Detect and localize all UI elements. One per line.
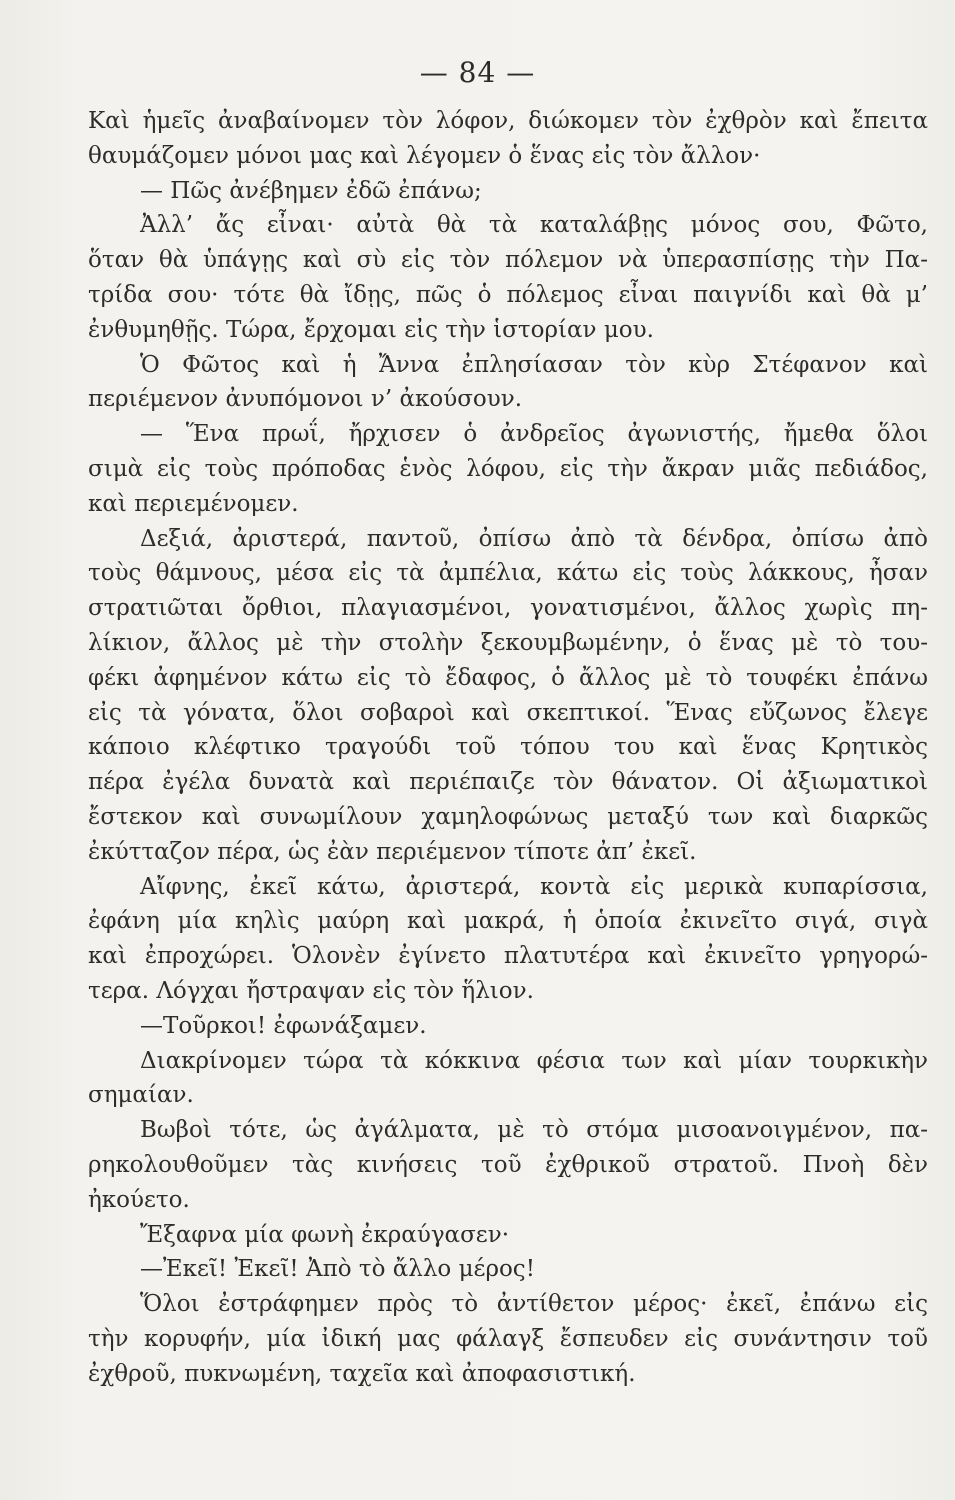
text-line: ἐνθυμηθῇς. Τώρα, ἔρχομαι εἰς τὴν ἱστορίαν μου.: [88, 316, 654, 343]
text-line: τοὺς θάμνους, μέσα εἰς τὰ ἀμπέλια, κάτω εἰς τοὺς λάκκους, ἦσαν: [88, 560, 928, 587]
text-line: ὅταν θὰ ὑπάγῃς καὶ σὺ εἰς τὸν πόλεμον νὰ ὑπερασπίσῃς τὴν Πα-: [88, 247, 928, 274]
text-line: ρηκολουθοῦμεν τὰς κινήσεις τοῦ ἐχθρικοῦ στρατοῦ. Πνοὴ δὲν: [88, 1151, 928, 1178]
text-line: Αἴφνης, ἐκεῖ κάτω, ἀριστερά, κοντὰ εἰς μερικὰ κυπαρίσσια,: [140, 873, 928, 900]
page-number: — 84 —: [419, 56, 536, 89]
text-line: περιέμενον ἀνυπόμονοι ν’ ἀκούσουν.: [88, 386, 523, 413]
text-line: στρατιῶται ὄρθιοι, πλαγιασμένοι, γονατισμένοι, ἄλλος χωρὶς πη-: [88, 595, 928, 622]
text-line: σημαίαν.: [88, 1082, 194, 1109]
text-line: ἐκύτταζον πέρα, ὡς ἐὰν περιέμενον τίποτε ἀπ’ ἐκεῖ.: [88, 838, 697, 865]
text-line: — Πῶς ἀνέβημεν ἐδῶ ἐπάνω;: [140, 177, 482, 204]
text-line: — Ἕνα πρωΐ, ἤρχισεν ὁ ἀνδρεῖος ἀγωνιστής, ἤμεθα ὅλοι: [140, 421, 928, 448]
text-line: λίκιον, ἄλλος μὲ τὴν στολὴν ξεκουμβωμένην, ὁ ἕνας μὲ τὸ του-: [88, 629, 928, 656]
text-line: —Ἐκεῖ! Ἐκεῖ! Ἀπὸ τὸ ἄλλο μέρος!: [140, 1256, 535, 1283]
text-line: Καὶ ἡμεῖς ἀναβαίνομεν τὸν λόφον, διώκομεν τὸν ἐχθρὸν καὶ ἔπειτα: [88, 108, 928, 134]
text-line: σιμὰ εἰς τοὺς πρόποδας ἑνὸς λόφου, εἰς τὴν ἄκραν μιᾶς πεδιάδος,: [88, 455, 928, 482]
text-line: Ἔξαφνα μία φωνὴ ἐκραύγασεν·: [140, 1221, 509, 1248]
text-line: Δεξιά, ἀριστερά, παντοῦ, ὀπίσω ἀπὸ τὰ δένδρα, ὀπίσω ἀπὸ: [140, 525, 928, 552]
text-line: ἐχθροῦ, πυκνωμένη, ταχεῖα καὶ ἀποφασιστική.: [88, 1360, 636, 1387]
text-line: πέρα ἐγέλα δυνατὰ καὶ περιέπαιζε τὸν θάνατον. Οἱ ἀξιωματικοὶ: [88, 769, 928, 796]
text-line: Διακρίνομεν τώρα τὰ κόκκινα φέσια των καὶ μίαν τουρκικὴν: [140, 1047, 928, 1074]
text-line: Ἀλλ’ ἄς εἶναι· αὐτὰ θὰ τὰ καταλάβῃς μόνος σου, Φῶτο,: [140, 212, 928, 239]
text-line: —Τοῦρκοι! ἐφωνάξαμεν.: [140, 1012, 427, 1039]
text-line: εἰς τὰ γόνατα, ὅλοι σοβαροὶ καὶ σκεπτικοί. Ἕνας εὔζωνος ἔλεγε: [88, 699, 928, 726]
text-line: καὶ ἐπροχώρει. Ὁλονὲν ἐγίνετο πλατυτέρα καὶ ἐκινεῖτο γρηγορώ-: [88, 943, 928, 970]
text-line: θαυμάζομεν μόνοι μας καὶ λέγομεν ὁ ἕνας εἰς τὸν ἄλλον·: [88, 142, 761, 169]
text-line: τὴν κορυφήν, μία ἰδική μας φάλαγξ ἔσπευδεν εἰς συνάντησιν τοῦ: [88, 1325, 928, 1352]
text-line: ἐφάνη μία κηλὶς μαύρη καὶ μακρά, ἡ ὁποία ἐκινεῖτο σιγά, σιγὰ: [88, 908, 928, 935]
text-line: Ὅλοι ἐστράφημεν πρὸς τὸ ἀντίθετον μέρος· ἐκεῖ, ἐπάνω εἰς: [140, 1291, 928, 1318]
text-line: ἠκούετο.: [88, 1186, 190, 1213]
body-text: [88, 104, 928, 1391]
text-line: κάποιο κλέφτικο τραγούδι τοῦ τόπου του καὶ ἕνας Κρητικὸς: [88, 734, 928, 761]
text-line: ἔστεκον καὶ συνωμίλουν χαμηλοφώνως μεταξύ των καὶ διαρκῶς: [88, 803, 928, 830]
text-line: καὶ περιεμένομεν.: [88, 490, 299, 517]
text-line: τρίδα σου· τότε θὰ ἴδῃς, πῶς ὁ πόλεμος εἶναι παιγνίδι καὶ θὰ μ’: [88, 281, 928, 308]
text-line: τερα. Λόγχαι ἤστραψαν εἰς τὸν ἥλιον.: [88, 977, 534, 1004]
text-line: φέκι ἀφημένον κάτω εἰς τὸ ἔδαφος, ὁ ἄλλος μὲ τὸ τουφέκι ἐπάνω: [88, 664, 928, 691]
text-line: Βωβοὶ τότε, ὡς ἀγάλματα, μὲ τὸ στόμα μισοανοιγμένον, πα-: [140, 1117, 928, 1144]
text-line: Ὁ Φῶτος καὶ ἡ Ἄννα ἐπλησίασαν τὸν κὺρ Στέφανον καὶ: [140, 351, 928, 378]
